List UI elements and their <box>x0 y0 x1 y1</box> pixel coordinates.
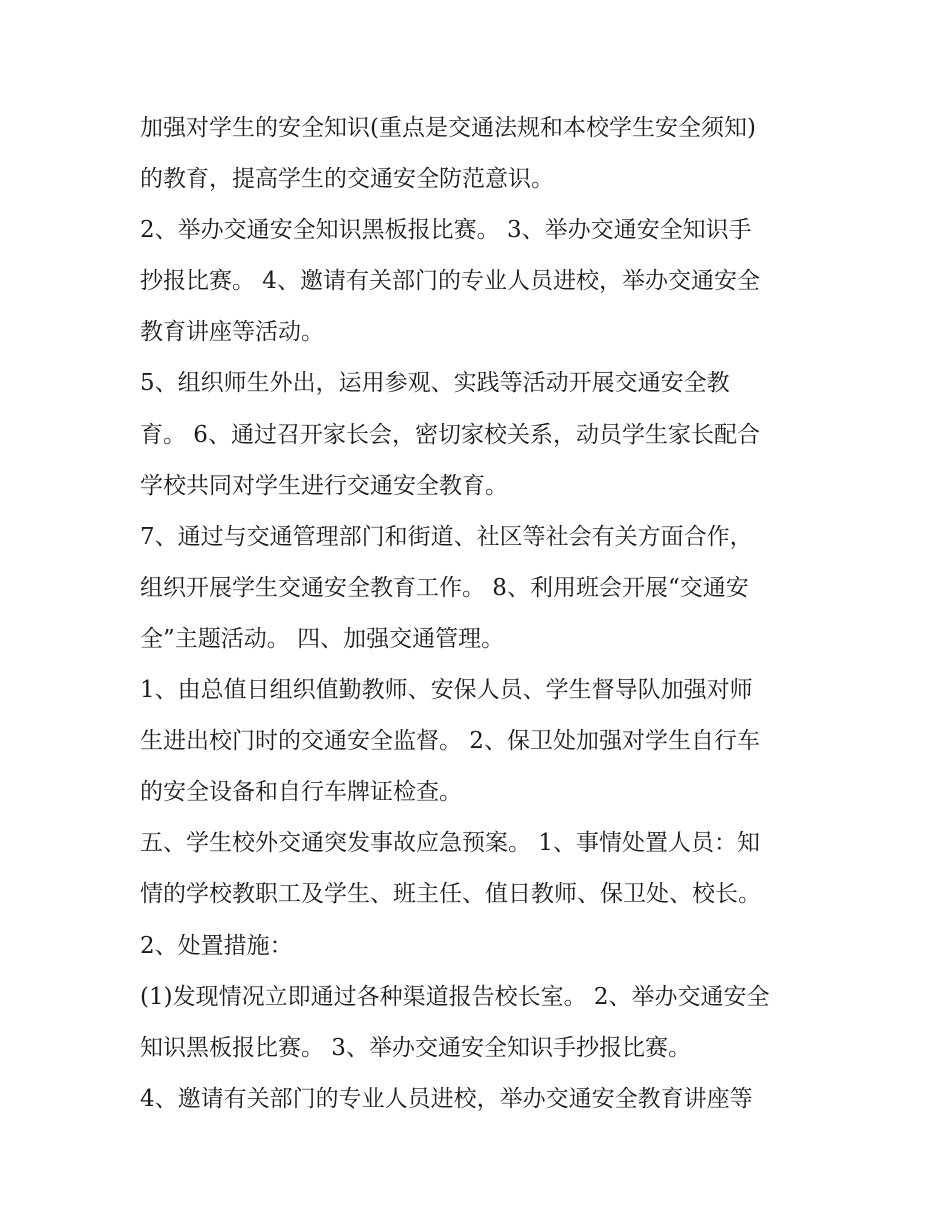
text-line-4: 抄报比赛。 4、邀请有关部门的专业人员进校，举办交通安全 <box>140 268 760 295</box>
text-line-2: 的教育，提高学生的交通安全防范意识。 <box>140 166 554 193</box>
text-line-18: (1)发现情况立即通过各种渠道报告校长室。 2、举办交通安全 <box>140 983 770 1010</box>
text-line-1: 加强对学生的安全知识(重点是交通法规和本校学生安全须知) <box>140 115 756 141</box>
text-line-11: 全”主题活动。 四、加强交通管理。 <box>140 625 505 652</box>
text-line-13: 生进出校门时的交通安全监督。 2、保卫处加强对学生自行车 <box>140 728 760 755</box>
text-line-8: 学校共同对学生进行交通安全教育。 <box>140 472 508 499</box>
text-line-9: 7、通过与交通管理部门和街道、社区等社会有关方面合作， <box>140 523 753 550</box>
text-line-19: 知识黑板报比赛。 3、举办交通安全知识手抄报比赛。 <box>140 1034 691 1061</box>
text-line-17: 2、处置措施： <box>140 932 293 959</box>
text-line-3: 2、举办交通安全知识黑板报比赛。 3、举办交通安全知识手 <box>140 217 752 244</box>
text-line-16: 情的学校教职工及学生、班主任、值日教师、保卫处、校长。 <box>140 881 761 908</box>
text-line-15: 五、学生校外交通突发事故应急预案。 1、事情处置人员：知 <box>140 830 760 857</box>
text-line-7: 育。 6、通过召开家长会，密切家校关系，动员学生家长配合 <box>140 421 760 448</box>
text-line-14: 的安全设备和自行车牌证检查。 <box>140 779 462 806</box>
text-line-20: 4、邀请有关部门的专业人员进校，举办交通安全教育讲座等 <box>140 1085 753 1112</box>
document-body <box>140 103 820 1125</box>
text-line-12: 1、由总值日组织值勤教师、安保人员、学生督导队加强对师 <box>140 677 753 704</box>
text-line-10: 组织开展学生交通安全教育工作。 8、利用班会开展“交通安 <box>140 574 749 601</box>
text-line-6: 5、组织师生外出，运用参观、实践等活动开展交通安全教 <box>140 370 730 397</box>
text-line-5: 教育讲座等活动。 <box>140 319 324 346</box>
